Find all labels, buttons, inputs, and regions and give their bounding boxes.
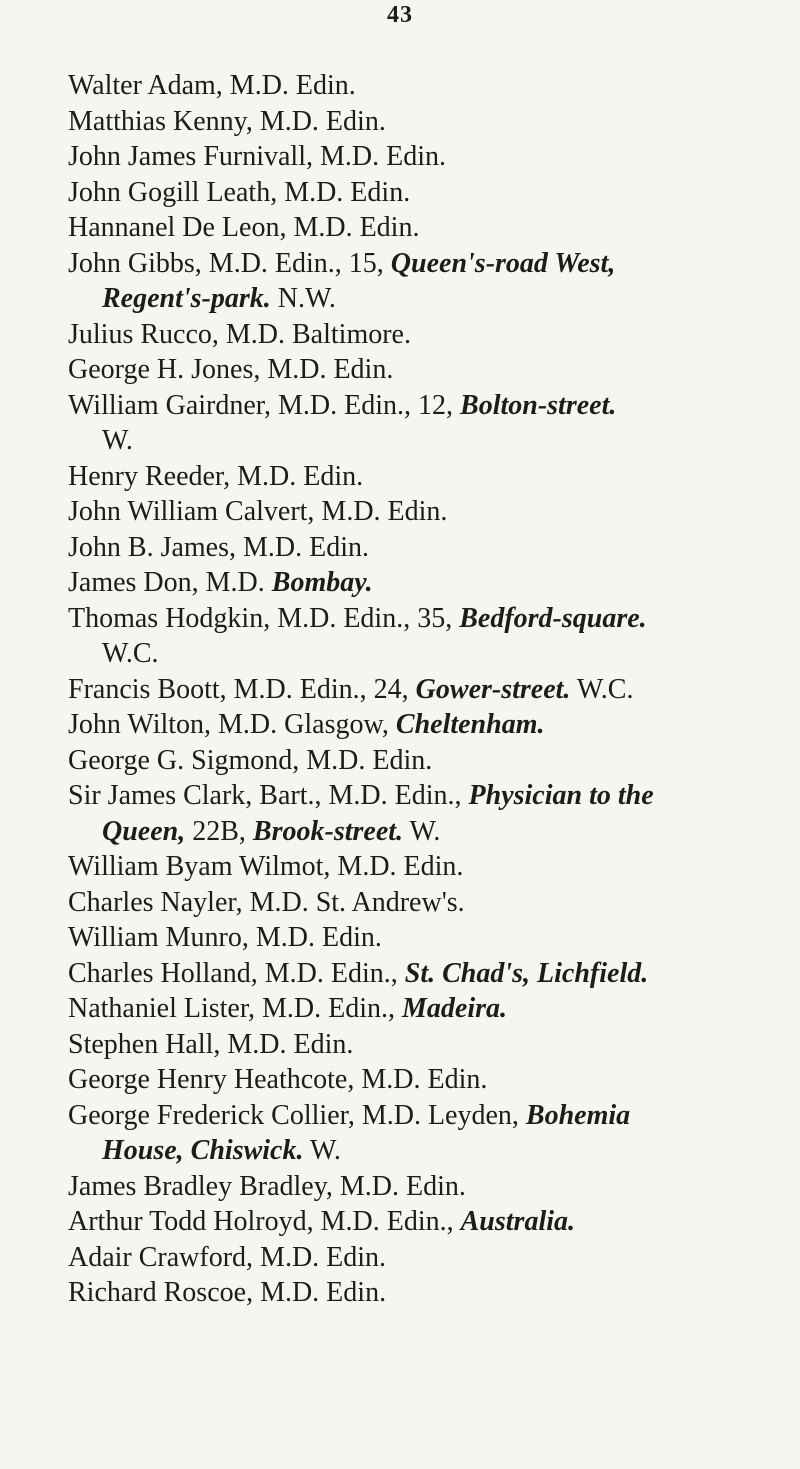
address-text: Madeira.: [402, 993, 508, 1024]
entry-text: Henry Reeder, M.D. Edin.: [68, 460, 364, 492]
list-entry: [68, 68, 793, 104]
entry-text: Adair Crawford, M.D. Edin.: [68, 1241, 387, 1273]
entry-text: W.C.: [570, 673, 634, 705]
entry-continuation-line: [68, 636, 793, 672]
entry-line: [68, 106, 386, 137]
list-entry: [68, 459, 793, 495]
entry-line: [68, 1064, 487, 1095]
entry-line: [68, 922, 382, 953]
list-entry: [68, 601, 793, 672]
entry-text: George Henry Heathcote, M.D. Edin.: [68, 1064, 488, 1095]
address-text: Gower-street.: [415, 673, 571, 705]
entry-line: [68, 709, 544, 740]
list-entry: [68, 1204, 793, 1240]
entry-line: [68, 212, 419, 243]
list-entry: [68, 104, 793, 140]
entry-line: [68, 674, 633, 705]
entry-text: Richard Roscoe, M.D. Edin.: [68, 1277, 387, 1308]
list-entry: [68, 956, 793, 992]
entry-text: 22B,: [185, 815, 253, 847]
list-entry: [68, 1275, 793, 1311]
list-entry: [68, 672, 793, 708]
entry-line: [68, 1277, 386, 1308]
address-text: Regent's-park.: [102, 283, 271, 314]
list-entry: [68, 175, 793, 211]
entry-text: Charles Holland, M.D. Edin.,: [68, 957, 405, 989]
entry-text: W.: [403, 815, 441, 847]
entry-text: William Gairdner, M.D. Edin., 12,: [68, 389, 461, 421]
list-entry: [68, 388, 793, 459]
list-entry: [68, 1240, 793, 1276]
list-entry: [68, 494, 793, 530]
entry-continuation-line: [68, 814, 793, 850]
entry-text: W.C.: [102, 638, 159, 669]
entry-text: Matthias Kenny, M.D. Edin.: [68, 105, 386, 137]
address-text: Cheltenham.: [395, 709, 545, 740]
list-entry: [68, 530, 793, 566]
entry-line: [68, 780, 654, 811]
list-entry: [68, 778, 793, 849]
entry-line: [68, 354, 393, 385]
entry-line: [68, 141, 446, 172]
entry-text: John William Calvert, M.D. Edin.: [68, 496, 448, 527]
entry-line: [68, 993, 507, 1024]
entry-line: [68, 248, 615, 279]
entry-text: James Bradley Bradley, M.D. Edin.: [68, 1170, 466, 1202]
entry-text: W.: [102, 425, 133, 456]
entry-text: John Gogill Leath, M.D. Edin.: [68, 176, 411, 208]
address-text: Bohemia: [525, 1099, 631, 1131]
address-text: Queen's-road West,: [390, 247, 616, 279]
list-entry: [68, 920, 793, 956]
entry-text: William Munro, M.D. Edin.: [68, 922, 382, 953]
entry-line: [68, 958, 648, 989]
entry-line: [68, 461, 363, 492]
list-entry: [68, 1062, 793, 1098]
entry-line: [68, 390, 616, 421]
entry-line: [68, 1242, 386, 1273]
entry-text: W.: [303, 1135, 341, 1166]
entry-text: John James Furnivall, M.D. Edin.: [68, 141, 446, 172]
entry-text: John Gibbs, M.D. Edin., 15,: [68, 247, 391, 279]
entry-text: Arthur Todd Holroyd, M.D. Edin.,: [68, 1206, 461, 1237]
address-text: Bolton-street.: [460, 389, 617, 421]
entry-line: [68, 567, 373, 598]
entry-text: George Frederick Collier, M.D. Leyden,: [68, 1099, 526, 1131]
entry-line: [68, 887, 465, 918]
entry-text: George G. Sigmond, M.D. Edin.: [68, 744, 433, 776]
entry-line: [68, 1100, 630, 1131]
entry-text: John Wilton, M.D. Glasgow,: [68, 709, 396, 740]
address-text: Bedford-square.: [459, 602, 647, 634]
entry-continuation-line: [68, 1133, 793, 1169]
address-text: Brook-street.: [252, 815, 404, 847]
list-entry: [68, 139, 793, 175]
entry-text: John B. James, M.D. Edin.: [68, 531, 369, 563]
address-text: St. Chad's, Lichfield.: [404, 957, 649, 989]
entry-line: [68, 745, 432, 776]
entry-line: [68, 1206, 575, 1237]
entry-text: Thomas Hodgkin, M.D. Edin., 35,: [68, 602, 460, 634]
list-entry: [68, 317, 793, 353]
entry-text: Walter Adam, M.D. Edin.: [68, 70, 356, 101]
entry-text: Charles Nayler, M.D. St. Andrew's.: [68, 886, 465, 918]
address-text: House, Chiswick.: [102, 1135, 304, 1166]
entry-text: James Don, M.D.: [68, 567, 272, 598]
entry-text: George H. Jones, M.D. Edin.: [68, 354, 394, 385]
address-text: Bombay.: [271, 567, 373, 598]
list-entry: [68, 352, 793, 388]
address-text: Physician to the: [468, 780, 654, 811]
list-entry: [68, 707, 793, 743]
entry-line: [68, 603, 647, 634]
entry-text: Sir James Clark, Bart., M.D. Edin.,: [68, 780, 469, 811]
entry-line: [68, 496, 447, 527]
list-entry: [68, 1169, 793, 1205]
entry-text: Stephen Hall, M.D. Edin.: [68, 1028, 354, 1060]
entry-text: Hannanel De Leon, M.D. Edin.: [68, 212, 420, 243]
entry-line: [68, 532, 369, 563]
list-entry: [68, 1098, 793, 1169]
entry-text: Nathaniel Lister, M.D. Edin.,: [68, 993, 403, 1024]
entry-line: [68, 1171, 466, 1202]
list-entry: [68, 743, 793, 779]
entry-line: [68, 70, 356, 101]
entry-continuation-line: [68, 281, 793, 317]
entry-line: [68, 851, 463, 882]
address-text: Queen,: [102, 815, 186, 847]
list-entry: [68, 849, 793, 885]
member-list: [68, 68, 793, 1311]
list-entry: [68, 210, 793, 246]
list-entry: [68, 1027, 793, 1063]
entry-text: Julius Rucco, M.D. Baltimore.: [68, 318, 411, 350]
entry-text: William Byam Wilmot, M.D. Edin.: [68, 851, 464, 882]
page-number: 43: [387, 2, 413, 28]
entry-line: [68, 1029, 353, 1060]
list-entry: [68, 565, 793, 601]
entry-continuation-line: [68, 423, 793, 459]
entry-text: Francis Boott, M.D. Edin., 24,: [68, 673, 416, 705]
list-entry: [68, 991, 793, 1027]
address-text: Australia.: [460, 1206, 576, 1237]
entry-line: [68, 177, 410, 208]
entry-text: N.W.: [270, 283, 336, 314]
list-entry: [68, 885, 793, 921]
list-entry: [68, 246, 793, 317]
entry-line: [68, 319, 411, 350]
